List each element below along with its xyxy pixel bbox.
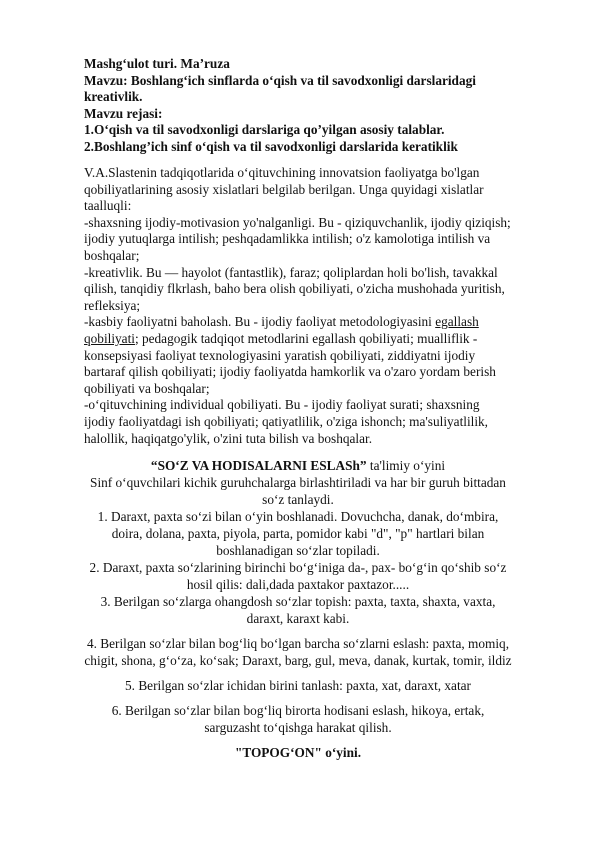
quality-item-individual: -o‘qituvchining individual qobiliyati. Bu - ijodiy faoliyat surati; shaxsning ijodiy faoliyatdagi ish qobiliyati; qatiyatlilik, o'ziga ishonch; ma'suliyatlilik, halollik, haqiqatgo'ylik, o'zini tuta bilish va boshqalar. — [84, 397, 489, 446]
lesson-type: Mashg‘ulot turi. Ma’ruza — [84, 56, 230, 71]
intro-paragraph: V.A.Slastenin tadqiqotlarida o‘qituvchining innovatsion faoliyatga bo'lgan qobiliyatlarining asosiy xislatlari belgilab berilgan. Unga quyidagi xislatlar taalluqli: — [84, 165, 484, 214]
assessment-link[interactable]: egallash qobiliyati — [84, 314, 479, 346]
game2-title: "TOPOG‘ON" o‘yini. — [234, 745, 362, 761]
quality-item-creativity: -kreativlik. Bu — hayolot (fantastlik), faraz; qoliplardan holi bo'lish, tavakkal qilish, tanqidiy flkrlash, baho bera olish qobiliyati, o'zicha mushohada yuritish, refleksiya; — [84, 264, 505, 313]
game1-intro: Sinf o‘quvchilari kichik guruhchalarga birlashtiriladi va har bir guruh bittadan so‘z tanlaydi. — [90, 475, 506, 508]
game1-title-bold: “SO‘Z VA HODISALARNI ESLASh” — [150, 458, 367, 474]
assessment-text-end: ; pedagogik tadqiqot metodlarini egallash qobiliyati; mualliflik - konsepsiyasi faoliyat texnologiyasini yaratish qobiliyati, ziddiyatni ijodiy bartaraf qilish qobiliyati; ijodiy faoliyatda hamkorlik va o'zaro yordam berish qobiliyati va boshqalar; — [84, 330, 496, 396]
game1-step-2: 2. Daraxt, paxta so‘zlarining birinchi bo‘g‘iniga da-, pax- bo‘g‘in qo‘shib so‘z hosil qilis: dali,dada paxtakor paxtazor..... — [89, 560, 507, 593]
lesson-plan-heading: Mavzu rejasi: — [84, 105, 163, 121]
quality-item-assessment — [84, 314, 512, 397]
game1-title — [84, 457, 512, 474]
game1-step-1: 1. Daraxt, paxta so‘zi bilan o‘yin boshlanadi. Dovuchcha, danak, do‘mbira, doira, dolana, paxta, piyola, parta, pomidor kabi "d", "p" hartlari bilan boshlanadigan so‘zlar topiladi. — [97, 509, 499, 559]
game1-step-5: 5. Berilgan so‘zlar ichidan birini tanlash: paxta, xat, daraxt, xatar — [125, 678, 471, 694]
quality-item-motivation: -shaxsning ijodiy-motivasion yo'nalganligi. Bu - qiziquvchanlik, ijodiy qiziqish; ijodiy yutuqlarga intilish; peshqadamlikka intilish; o'z kamolotiga intilish va boshqalar; — [84, 214, 511, 263]
plan-item-2: 2.Boshlang’ich sinf o‘qish va til savodxonligi darslarida keratiklik — [84, 138, 458, 154]
assessment-text-start: -kasbiy faoliyatni baholash. Bu - ijodiy faoliyat metodologiyasini — [84, 314, 436, 330]
game1-title-rest: ta'limiy o‘yini — [366, 458, 446, 474]
game1-step-6: 6. Berilgan so‘zlar bilan bog‘liq birorta hodisani eslash, hikoya, ertak, sarguzasht to‘qishga harakat qilish. — [111, 703, 485, 736]
plan-item-1: 1.O‘qish va til savodxonligi darslariga qo’yilgan asosiy talablar. — [84, 122, 445, 137]
game1-step-4: 4. Berilgan so‘zlar bilan bog‘liq bo‘lgan barcha so‘zlarni eslash: paxta, momiq, chigit, shona, g‘o‘za, ko‘sak; Daraxt, barg, gul, meva, danak, kurtak, tomir, ildiz — [84, 636, 512, 669]
lesson-topic: Mavzu: Boshlang‘ich sinflarda o‘qish va til savodxonligi darslaridagi kreativlik. — [84, 72, 476, 104]
game1-step-3: 3. Berilgan so‘zlarga ohangdosh so‘zlar topish: paxta, taxta, shaxta, vaxta, daraxt, karaxt kabi. — [100, 594, 496, 627]
